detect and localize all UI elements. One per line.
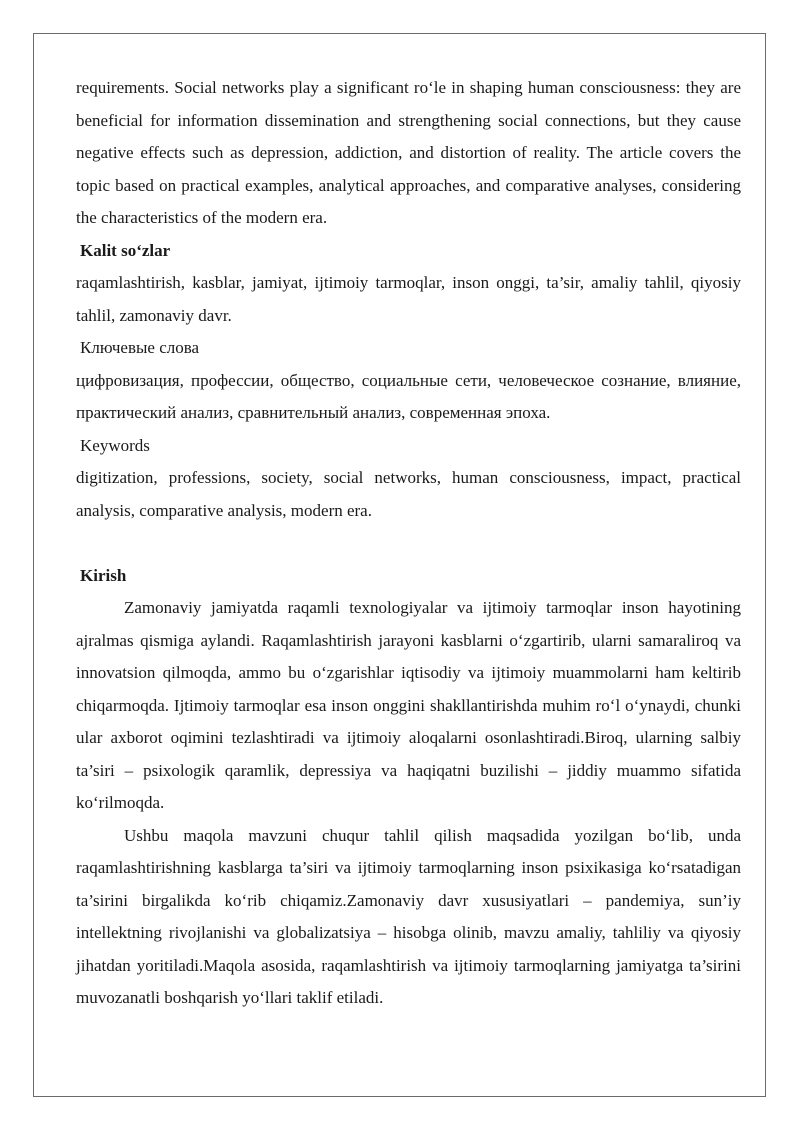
- keywords-en-text: digitization, professions, society, social networks, human consciousness, impact, practical analysis, comparative analysis, modern era.: [76, 468, 741, 520]
- intro-paragraph-2: Ushbu maqola mavzuni chuqur tahlil qilish maqsadida yozilgan bo‘lib, unda raqamlashtirishning kasblarga ta’siri va ijtimoiy tarmoqlarning inson psixikasiga ko‘rsatadigan ta’sirini birgalikda ko‘rib chiqamiz.Zamonaviy davr xususiyatlari – pandemiya, sun’iy intellektning rivojlanishi va globalizatsiya – hisobga olinib, mavzu amaliy, tahliliy va qiyosiy jihatdan yoritiladi.Maqola asosida, raqamlashtirish va ijtimoiy tarmoqlarning jamiyatga ta’sirini muvozanatli boshqarish yo‘llari taklif etiladi.: [76, 825, 741, 1007]
- keywords-uz-text: raqamlashtirish, kasblar, jamiyat, ijtimoiy tarmoqlar, inson onggi, ta’sir, amaliy tahlil, qiyosiy tahlil, zamonaviy davr.: [76, 273, 741, 325]
- keywords-uz-heading: Kalit so‘zlar: [80, 240, 171, 260]
- intro-paragraph-1: Zamonaviy jamiyatda raqamli texnologiyalar va ijtimoiy tarmoqlar inson hayotining ajralmas qismiga aylandi. Raqamlashtirish jarayoni kasblarni o‘zgartirib, ularni samaraliroq va innovatsion qilmoqda, ammo bu o‘zgarishlar iqtisodiy va ijtimoiy muammolarni ham keltirib chiqarmoqda. Ijtimoiy tarmoqlar esa inson onggini shakllantirishda muhim ro‘l o‘ynaydi, chunki ular axborot oqimini tezlashtiradi va ijtimoiy aloqalarni osonlashtiradi.Biroq, ularning salbiy ta’siri – psixologik qaramlik, depressiya va haqiqatni buzilishi – jiddiy muammo sifatida ko‘rilmoqda.: [76, 598, 741, 812]
- keywords-en-heading: Keywords: [80, 435, 150, 455]
- keywords-ru-heading: Ключевые слова: [80, 338, 200, 357]
- intro-heading: Kirish: [80, 565, 127, 585]
- section-spacer: [76, 527, 741, 560]
- keywords-ru-text: цифровизация, профессии, общество, социальные сети, человеческое сознание, влияние, практический анализ, сравнительный анализ, современная эпоха.: [76, 370, 741, 422]
- abstract-paragraph: requirements. Social networks play a significant ro‘le in shaping human consciousness: they are beneficial for information dissemination and strengthening social connections, but they cause negative effects such as depression, addiction, and distortion of reality. The article covers the topic based on practical examples, analytical approaches, and comparative analyses, considering the characteristics of the modern era.: [76, 78, 741, 227]
- document-body: [76, 72, 741, 1015]
